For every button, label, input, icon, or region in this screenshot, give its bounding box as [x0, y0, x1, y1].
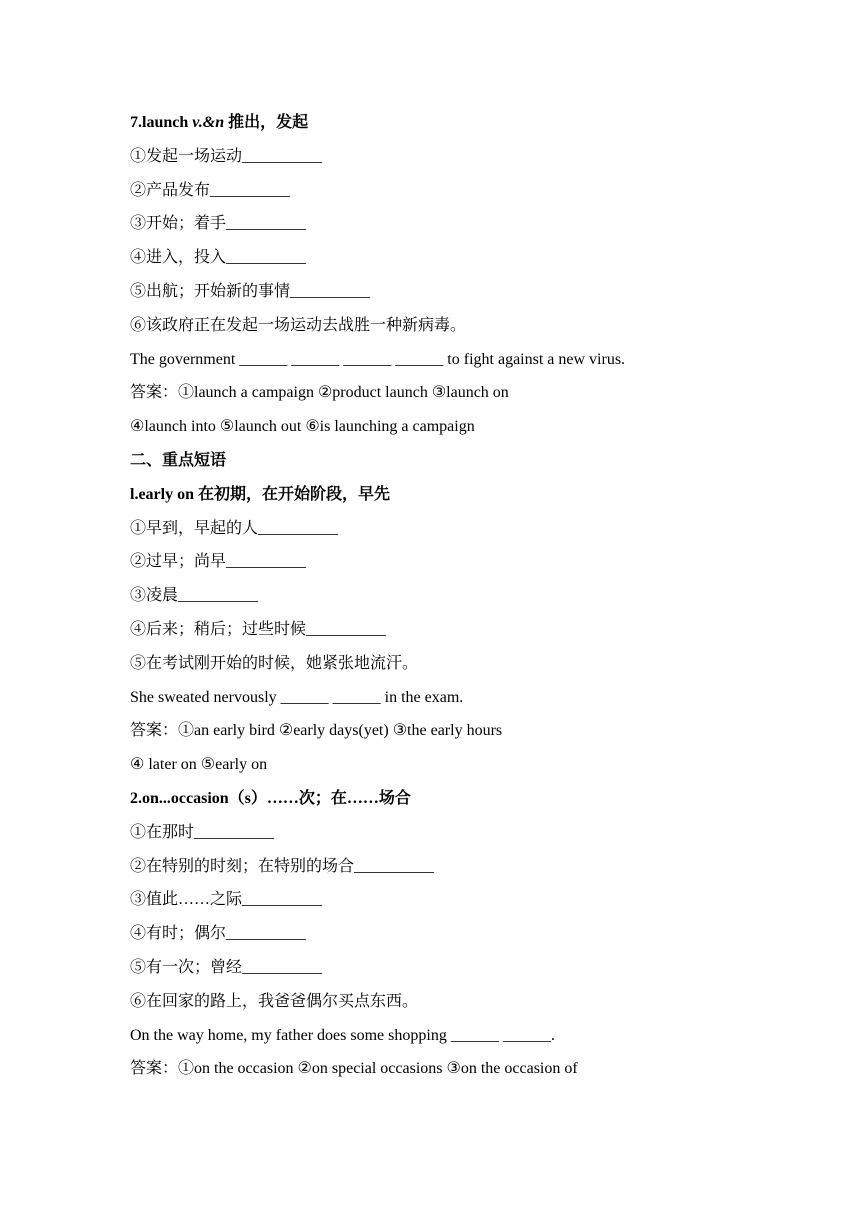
fill-in-sentence: On the way home, my father does some shopping ______ ______. [130, 1026, 555, 1044]
answer-line: 答案：①launch a campaign ②product launch ③launch on [130, 384, 509, 402]
part-of-speech: v.&n [192, 114, 225, 131]
answer-line: 答案：①on the occasion ②on special occasions ③on the occasion of [130, 1060, 578, 1078]
phrase-heading-on-occasion: 2.on...occasion（s）……次；在……场合 [130, 789, 411, 807]
section-heading: 二、重点短语 [130, 451, 227, 469]
fill-in-sentence: The government ______ ______ ______ ______ to fight against a new virus. [130, 350, 626, 368]
exercise-item: ②在特别的时刻；在特别的场合__________ [130, 857, 435, 875]
exercise-item: ⑥该政府正在发起一场运动去战胜一种新病毒。 [130, 316, 467, 334]
word-heading-prefix: 7.launch [130, 114, 193, 131]
exercise-item: ②产品发布__________ [130, 181, 291, 199]
exercise-item: ③凌晨__________ [130, 587, 259, 605]
exercise-item: ③值此……之际__________ [130, 891, 323, 909]
exercise-item: ⑤有一次；曾经__________ [130, 958, 323, 976]
word-heading-launch [130, 106, 770, 140]
answer-line: 答案：①an early bird ②early days(yet) ③the early hours [130, 722, 503, 740]
exercise-item: ⑤出航；开始新的事情__________ [130, 282, 371, 300]
exercise-item: ④有时；偶尔__________ [130, 925, 307, 943]
exercise-item: ④进入，投入__________ [130, 249, 307, 267]
exercise-item: ③开始；着手__________ [130, 215, 307, 233]
exercise-item: ①早到，早起的人__________ [130, 519, 339, 537]
fill-in-sentence: She sweated nervously ______ ______ in the exam. [130, 688, 464, 706]
exercise-item: ⑥在回家的路上，我爸爸偶尔买点东西。 [130, 992, 419, 1010]
exercise-item: ④后来；稍后；过些时候__________ [130, 620, 387, 638]
exercise-item: ①在那时__________ [130, 823, 275, 841]
exercise-item: ①发起一场运动__________ [130, 147, 323, 165]
answer-line: ④ later on ⑤early on [130, 756, 268, 774]
document-content [130, 106, 770, 1086]
phrase-heading-early-on: l.early on 在初期，在开始阶段，早先 [130, 485, 390, 503]
answer-line: ④launch into ⑤launch out ⑥is launching a campaign [130, 418, 475, 436]
exercise-item: ⑤在考试刚开始的时候，她紧张地流汗。 [130, 654, 419, 672]
exercise-item: ②过早；尚早__________ [130, 553, 307, 571]
word-heading-meaning: 推出，发起 [224, 114, 309, 131]
